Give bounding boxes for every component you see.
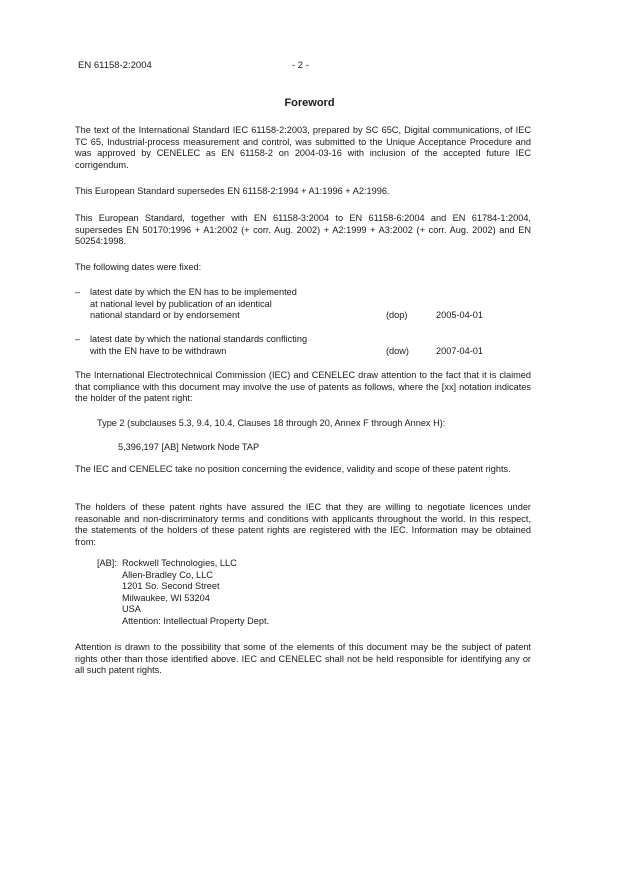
- paragraph-intro: The text of the International Standard IEC 61158-2:2003, prepared by SC 65C, Digital communications, of IEC TC 65, Industrial-process measurement and control, was submitted to the Unique Acceptance Procedure and was approved by CENELEC as EN 61158-2 on 2004-03-16 with inclusion of the accepted future IEC corrigendum.: [75, 125, 531, 170]
- address-line: Milwaukee, WI 53204: [122, 592, 210, 603]
- paragraph-no-position: The IEC and CENELEC take no position concerning the evidence, validity and scope of these patent rights.: [75, 464, 511, 474]
- paragraph-holders: The holders of these patent rights have assured the IEC that they are willing to negotiate licences under reasonable and non-discriminatory terms and conditions with applicants throughout the world. In this respect, the statements of the holders of these patent rights are registered with the IEC. Information may be obtained from:: [75, 502, 531, 547]
- page-number: - 2 -: [292, 60, 309, 71]
- paragraph-together: This European Standard, together with EN 61158-3:2004 to EN 61158-6:2004 and EN 61784-1:2004, supersedes EN 50170:1996 + A1:2002 (+ corr. Aug. 2002) + A2:1999 + A3:2002 (+ corr. Aug. 2002) and EN 50254:1998.: [75, 213, 531, 246]
- date-desc-line: at national level by publication of an identical: [90, 298, 272, 309]
- paragraph-supersedes: This European Standard supersedes EN 61158-2:1994 + A1:1996 + A2:1996.: [75, 186, 390, 196]
- date-desc-line: national standard or by endorsement: [90, 310, 240, 320]
- date-abbreviation: (dow): [386, 346, 409, 356]
- date-value: 2005-04-01: [436, 310, 483, 320]
- date-value: 2007-04-01: [436, 346, 483, 356]
- document-id: EN 61158-2:2004: [78, 60, 152, 71]
- address-label: [AB]:: [97, 558, 117, 568]
- paragraph-patent-attention: The International Electrotechnical Commission (IEC) and CENELEC draw attention to the fact that it is claimed that compliance with this document may involve the use of patents as follows, where the [xx] notation indicates the holder of the patent right:: [75, 370, 531, 403]
- date-desc-line: with the EN have to be withdrawn: [90, 345, 227, 356]
- list-dash: –: [75, 334, 81, 344]
- address-line: Rockwell Technologies, LLC: [122, 558, 237, 568]
- paragraph-attention-drawn: Attention is drawn to the possibility that some of the elements of this document may be the subject of patent rights other than those identified above. IEC and CENELEC shall not be held responsible for identifying any or all such patent rights.: [75, 642, 531, 675]
- patent-type-line: Type 2 (subclauses 5.3, 9.4, 10.4, Clauses 18 through 20, Annex F through Annex H):: [97, 418, 446, 428]
- date-desc-line: latest date by which the national standards conflicting: [90, 334, 308, 344]
- address-line: 1201 So. Second Street: [122, 581, 220, 591]
- date-description: [90, 287, 380, 322]
- address-block: [122, 558, 269, 627]
- address-line: Allen-Bradley Co, LLC: [122, 569, 213, 580]
- page-title: Foreword: [284, 97, 335, 109]
- address-line: USA: [122, 604, 141, 614]
- patent-entry: 5,396,197 [AB] Network Node TAP: [118, 442, 260, 452]
- paragraph-dates-intro: The following dates were fixed:: [75, 262, 202, 272]
- list-dash: –: [75, 287, 81, 297]
- date-description: [90, 334, 380, 357]
- date-desc-line: latest date by which the EN has to be implemented: [90, 287, 297, 297]
- date-abbreviation: (dop): [386, 310, 408, 320]
- address-line: Attention: Intellectual Property Dept.: [122, 615, 270, 626]
